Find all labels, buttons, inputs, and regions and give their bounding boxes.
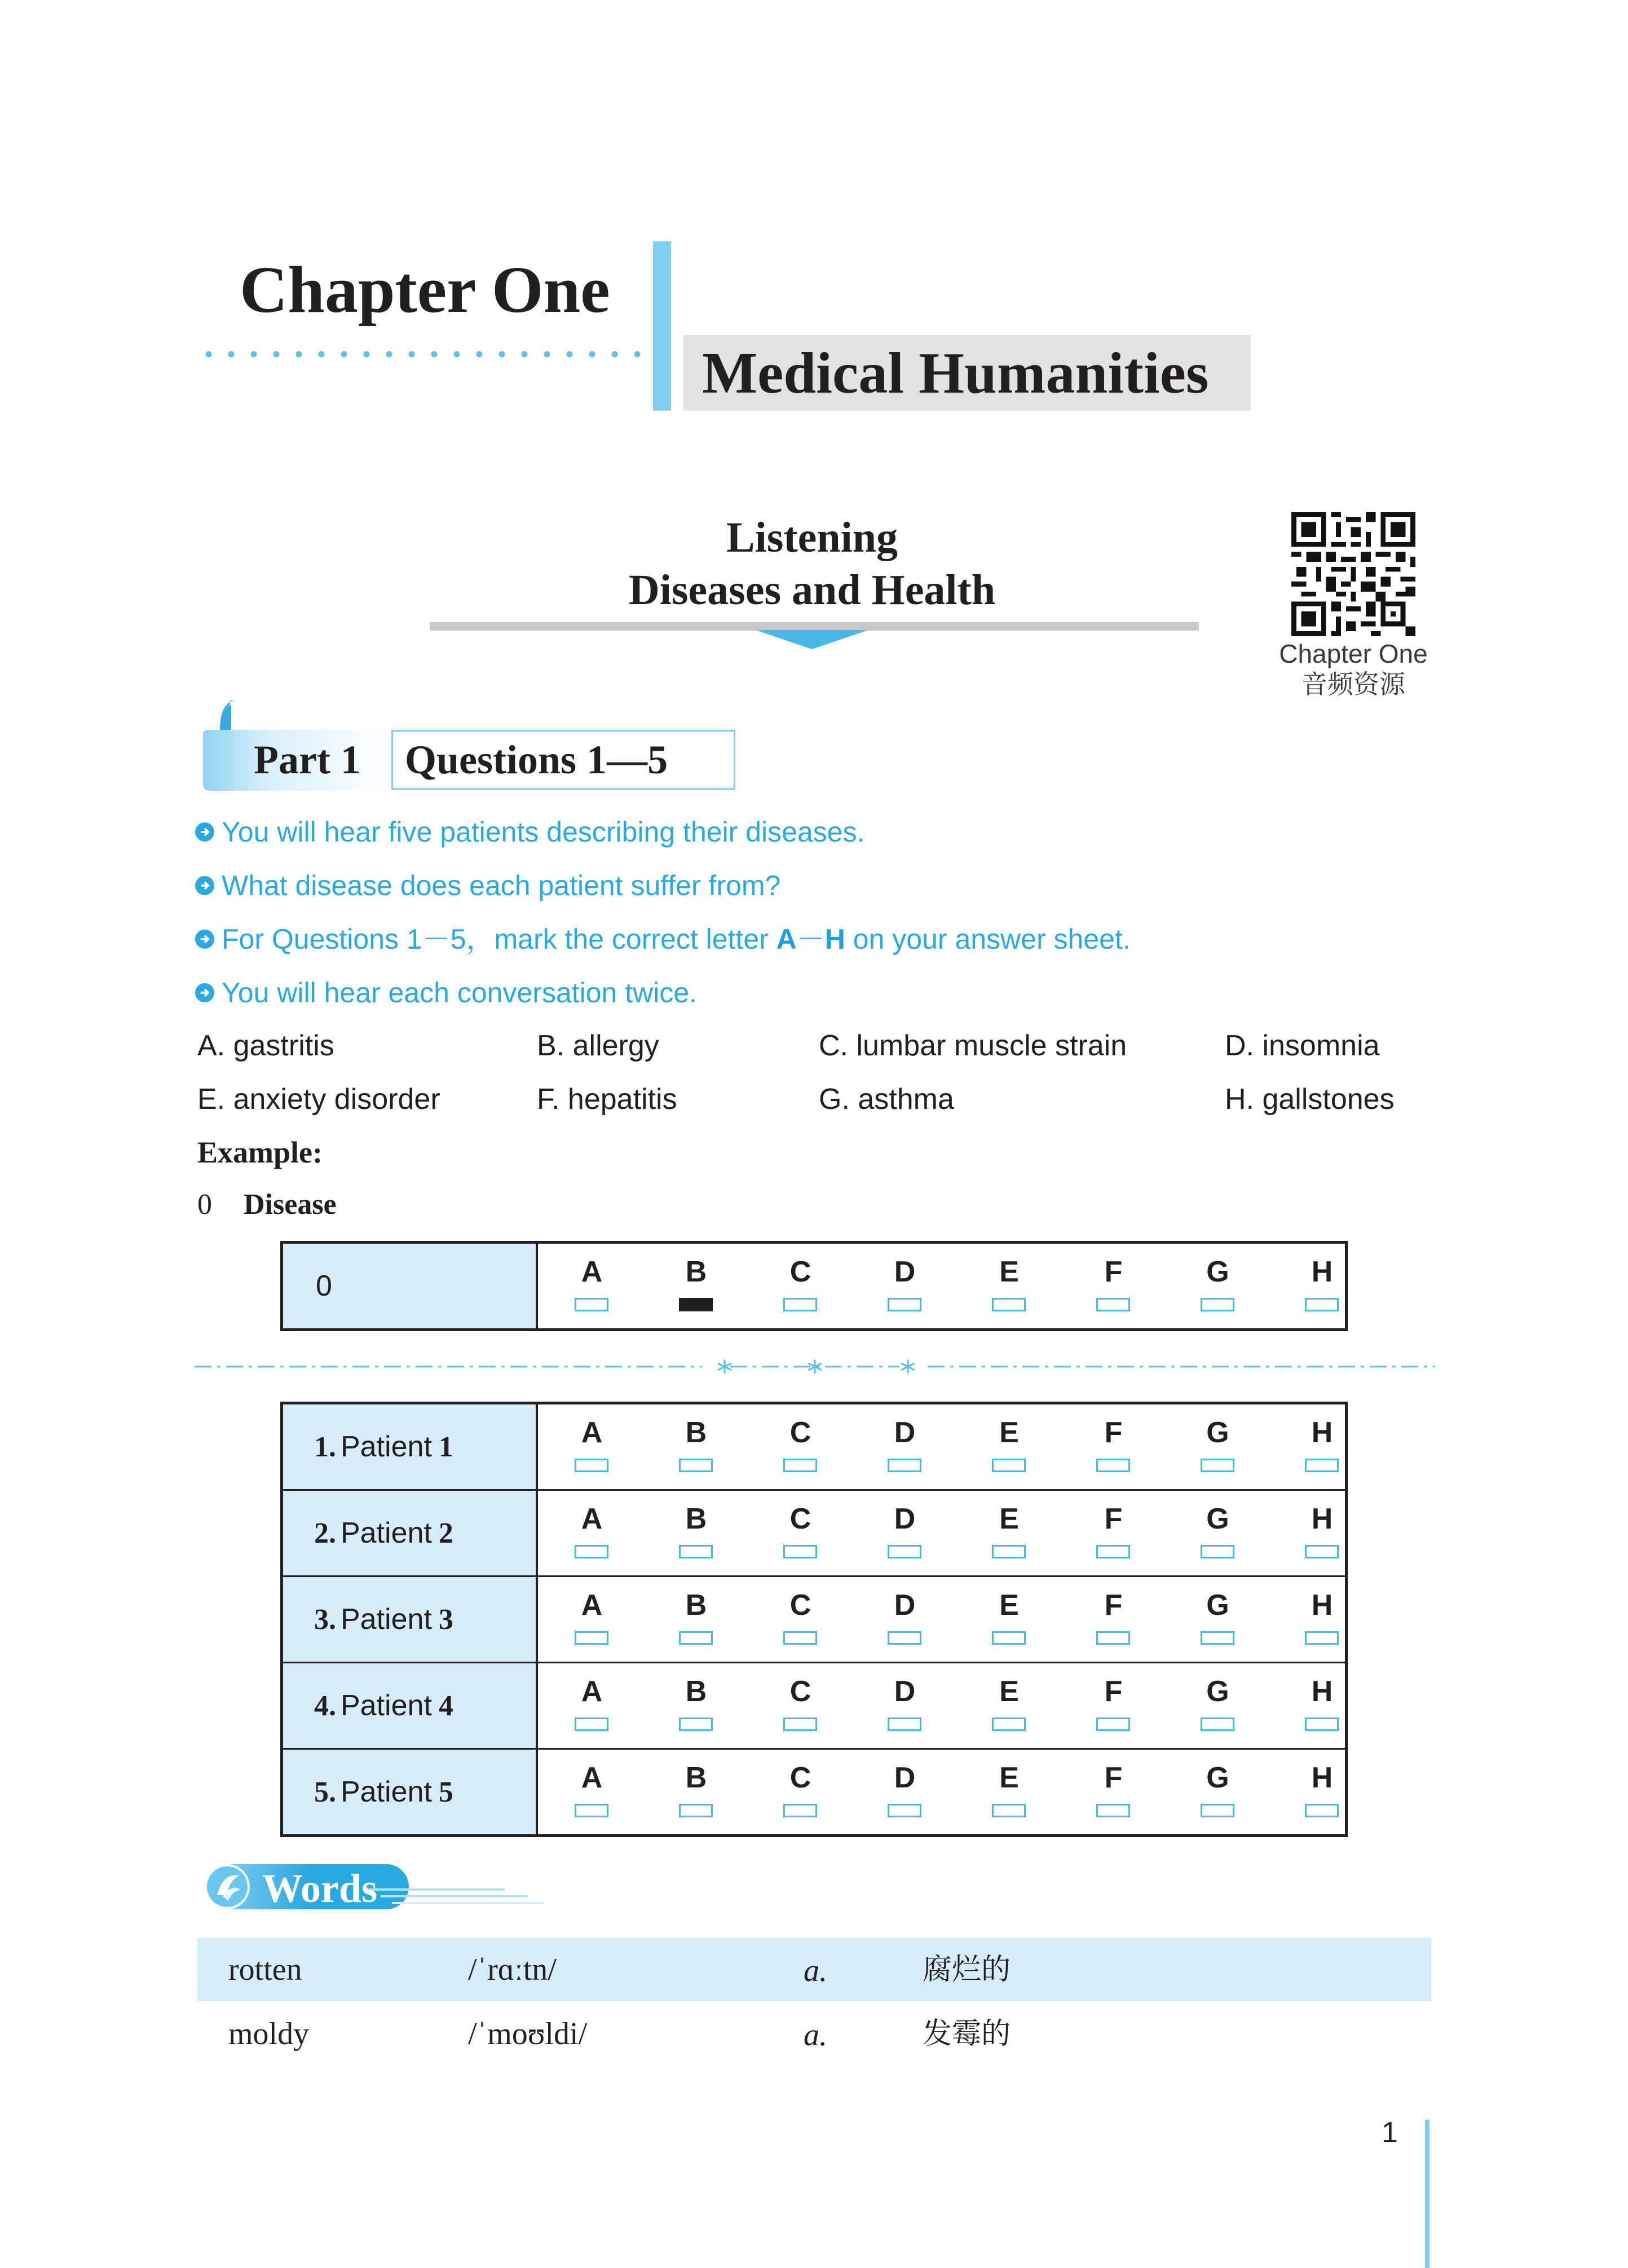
word-meaning: 腐烂的 — [923, 1953, 1011, 1987]
answer-box[interactable] — [1201, 1804, 1234, 1817]
option-h — [1225, 1085, 1395, 1114]
answer-box[interactable] — [1201, 1631, 1234, 1645]
option-letter: D. — [1225, 1029, 1254, 1062]
title-accent-bar — [653, 241, 671, 411]
row-patient-number: 5 — [438, 1776, 453, 1808]
row-text: Patient — [341, 1430, 432, 1463]
letter-a-emphasis: A — [776, 923, 797, 955]
answer-letter: D — [894, 1256, 916, 1288]
answer-box-filled[interactable] — [679, 1298, 713, 1311]
answer-letter: B — [685, 1761, 707, 1794]
answer-box[interactable] — [1201, 1298, 1234, 1311]
answer-letter: G — [1206, 1675, 1229, 1708]
answer-box[interactable] — [679, 1631, 713, 1645]
answer-letter: A — [581, 1675, 603, 1708]
section-subtitle: Diseases and Health — [628, 566, 996, 614]
questions-answer-table — [280, 1402, 1348, 1837]
answer-option-c[interactable] — [748, 1491, 853, 1575]
example-answer-row — [283, 1244, 1345, 1328]
answer-box[interactable] — [783, 1298, 817, 1311]
answer-letter: G — [1206, 1256, 1229, 1288]
answer-letter: H — [1311, 1761, 1333, 1794]
row-label — [283, 1750, 538, 1834]
answer-letter: C — [789, 1256, 811, 1288]
answer-letter: H — [1311, 1416, 1333, 1449]
answer-letter: F — [1104, 1675, 1123, 1708]
answer-option-e[interactable] — [957, 1663, 1061, 1748]
row-number: 5. — [314, 1776, 336, 1808]
answer-letters — [540, 1663, 1345, 1748]
answer-box[interactable] — [1201, 1545, 1234, 1558]
option-letter: C. — [819, 1029, 848, 1062]
option-letter: G. — [819, 1083, 850, 1116]
answer-box[interactable] — [575, 1804, 608, 1817]
answer-letters — [540, 1577, 1345, 1662]
answer-option-d[interactable] — [853, 1750, 957, 1834]
answer-option-g[interactable] — [1166, 1404, 1270, 1489]
answer-option-e[interactable] — [957, 1244, 1061, 1328]
answer-box[interactable] — [1201, 1717, 1234, 1731]
row-text: Patient — [341, 1689, 432, 1722]
row-number: 3. — [314, 1603, 336, 1636]
row-text: Patient — [341, 1603, 432, 1636]
answer-letter: C — [789, 1416, 811, 1449]
answer-box[interactable] — [992, 1459, 1026, 1472]
answer-box[interactable] — [783, 1804, 817, 1817]
answer-option-e[interactable] — [957, 1577, 1061, 1662]
answer-box[interactable] — [1305, 1631, 1339, 1645]
word-ipa: /ˈmoʊldi/ — [468, 2016, 588, 2051]
answer-box[interactable] — [679, 1545, 713, 1558]
answer-row-2 — [283, 1489, 1345, 1575]
option-letter: H. — [1225, 1083, 1254, 1116]
answer-option-b[interactable] — [644, 1577, 748, 1662]
section-title: Listening — [726, 514, 898, 561]
option-e — [197, 1085, 440, 1114]
answer-box[interactable] — [783, 1631, 817, 1645]
option-c — [819, 1031, 1127, 1060]
answer-box[interactable] — [888, 1459, 921, 1472]
answer-letter: H — [1311, 1675, 1333, 1708]
word-pos: a. — [804, 1953, 827, 1988]
answer-letters — [540, 1244, 1345, 1328]
answer-letter: D — [894, 1761, 916, 1794]
answer-option-f[interactable] — [1061, 1491, 1166, 1575]
answer-option-h[interactable] — [1270, 1491, 1374, 1575]
word-ipa: /ˈrɑːtn/ — [468, 1952, 557, 1987]
section-pointer-icon — [756, 630, 868, 649]
example-number: 0 — [197, 1188, 212, 1221]
qr-caption-cn: 音频资源 — [1301, 669, 1405, 699]
answer-box[interactable] — [783, 1717, 817, 1731]
answer-option-b[interactable] — [644, 1491, 748, 1575]
answer-letter: A — [581, 1416, 603, 1449]
answer-option-d[interactable] — [853, 1404, 957, 1489]
page-edge-bar — [1425, 2120, 1430, 2268]
title-dotted-rule — [197, 349, 643, 360]
words-label: Words — [262, 1866, 378, 1911]
answer-option-h[interactable] — [1270, 1663, 1374, 1748]
answer-box[interactable] — [888, 1298, 921, 1311]
answer-letter: E — [999, 1416, 1019, 1449]
answer-letter: G — [1206, 1589, 1229, 1622]
answer-letter: F — [1104, 1589, 1123, 1622]
answer-letter: H — [1311, 1589, 1333, 1622]
chapter-title: Chapter One — [240, 253, 610, 327]
word-term: moldy — [228, 2016, 310, 2051]
answer-option-c[interactable] — [748, 1244, 853, 1328]
option-d — [1225, 1031, 1380, 1060]
answer-option-d[interactable] — [853, 1491, 957, 1575]
answer-letters — [540, 1750, 1345, 1834]
answer-letter: F — [1104, 1503, 1123, 1535]
answer-box[interactable] — [575, 1545, 608, 1558]
answer-box[interactable] — [992, 1804, 1026, 1817]
answer-letter: C — [789, 1589, 811, 1622]
answer-option-b[interactable] — [644, 1663, 748, 1748]
answer-option-f[interactable] — [1061, 1244, 1166, 1328]
answer-option-e[interactable] — [957, 1491, 1061, 1575]
answer-option-g[interactable] — [1166, 1663, 1270, 1748]
answer-box[interactable] — [992, 1717, 1026, 1731]
answer-box[interactable] — [1096, 1631, 1130, 1645]
answer-row-1 — [283, 1404, 1345, 1489]
answer-option-a[interactable] — [540, 1244, 644, 1328]
answer-option-c[interactable] — [748, 1404, 853, 1489]
answer-box[interactable] — [1305, 1298, 1339, 1311]
answer-letter: C — [789, 1503, 811, 1535]
option-text: anxiety disorder — [233, 1083, 440, 1116]
instruction-text: You will hear five patients describing their diseases. — [222, 816, 865, 848]
instruction-text-pre: For Questions 1－5，mark the correct letter — [222, 923, 777, 955]
answer-box[interactable] — [575, 1717, 608, 1731]
answer-option-d[interactable] — [853, 1244, 957, 1328]
letter-h-emphasis: H — [824, 923, 845, 955]
instruction-2 — [195, 871, 780, 900]
row-patient-number: 4 — [438, 1689, 453, 1722]
answer-letter: G — [1206, 1416, 1229, 1449]
option-text: asthma — [858, 1083, 954, 1116]
answer-letter: G — [1206, 1503, 1229, 1535]
row-patient-number: 2 — [438, 1517, 453, 1549]
row-label — [283, 1491, 538, 1575]
row-label — [283, 1663, 538, 1748]
answer-box[interactable] — [679, 1459, 713, 1472]
answer-letter: H — [1311, 1256, 1333, 1288]
answer-row-4 — [283, 1662, 1345, 1748]
example-label: Example: — [197, 1135, 323, 1169]
range-dash: － — [796, 923, 825, 955]
answer-letter: D — [894, 1503, 916, 1535]
answer-box[interactable] — [992, 1545, 1026, 1558]
answer-box[interactable] — [1305, 1717, 1339, 1731]
answer-box[interactable] — [575, 1631, 608, 1645]
option-text: allergy — [572, 1029, 659, 1062]
example-answer-table — [280, 1241, 1348, 1331]
example-item: Disease — [244, 1188, 337, 1221]
part-label: Part 1 — [254, 737, 361, 782]
answer-option-f[interactable] — [1061, 1663, 1166, 1748]
arrow-bullet-icon — [195, 929, 215, 949]
answer-option-e[interactable] — [957, 1404, 1061, 1489]
answer-box[interactable] — [1305, 1545, 1339, 1558]
row-text: Patient — [341, 1776, 432, 1808]
option-letter: F. — [537, 1083, 560, 1116]
answer-option-a[interactable] — [540, 1404, 644, 1489]
answer-box[interactable] — [1096, 1459, 1130, 1472]
answer-box[interactable] — [1305, 1459, 1339, 1472]
answer-letters — [540, 1404, 1345, 1489]
answer-option-h[interactable] — [1270, 1244, 1374, 1328]
answer-letter: B — [685, 1503, 707, 1535]
answer-option-f[interactable] — [1061, 1577, 1166, 1662]
instruction-text-post: on your answer sheet. — [845, 923, 1131, 955]
qr-code-icon[interactable] — [1291, 512, 1415, 636]
answer-letter: D — [894, 1675, 916, 1708]
answer-option-a[interactable] — [540, 1663, 644, 1748]
instruction-3 — [195, 925, 1131, 953]
section-underline — [430, 622, 1199, 631]
answer-option-b[interactable] — [644, 1750, 748, 1834]
answer-letter: E — [999, 1761, 1019, 1794]
option-a — [197, 1031, 334, 1060]
answer-option-d[interactable] — [853, 1577, 957, 1662]
instruction-text: What disease does each patient suffer from? — [222, 870, 781, 901]
answer-box[interactable] — [679, 1717, 713, 1731]
option-f — [537, 1085, 677, 1114]
word-pos: a. — [804, 2018, 827, 2053]
answer-box[interactable] — [888, 1545, 921, 1558]
answer-letter: D — [894, 1589, 916, 1622]
word-term: rotten — [228, 1952, 302, 1987]
answer-option-h[interactable] — [1270, 1577, 1374, 1662]
answer-option-h[interactable] — [1270, 1750, 1374, 1834]
qr-caption-en: Chapter One — [1279, 639, 1428, 668]
questions-label: Questions 1—5 — [405, 737, 668, 782]
answer-option-g[interactable] — [1166, 1750, 1270, 1834]
answer-row-3 — [283, 1575, 1345, 1662]
row-number: 4. — [314, 1689, 336, 1722]
answer-letter: A — [581, 1589, 603, 1622]
answer-box[interactable] — [679, 1804, 713, 1817]
answer-option-h[interactable] — [1270, 1404, 1374, 1489]
instruction-text — [222, 925, 1131, 953]
chapter-subtitle: Medical Humanities — [702, 341, 1209, 406]
answer-box[interactable] — [1096, 1717, 1130, 1731]
answer-row-5 — [283, 1748, 1345, 1834]
answer-letter: E — [999, 1675, 1019, 1708]
answer-letter: B — [685, 1589, 707, 1622]
answer-box[interactable] — [888, 1717, 921, 1731]
row-label — [283, 1404, 538, 1489]
option-text: gastritis — [233, 1029, 334, 1062]
answer-box[interactable] — [888, 1804, 921, 1817]
option-text: hepatitis — [567, 1083, 677, 1116]
option-g — [819, 1085, 954, 1114]
answer-box[interactable] — [575, 1298, 608, 1311]
answer-option-b[interactable] — [644, 1244, 748, 1328]
answer-letter: F — [1104, 1761, 1123, 1794]
answer-option-f[interactable] — [1061, 1750, 1166, 1834]
answer-box[interactable] — [1096, 1804, 1130, 1817]
answer-box[interactable] — [783, 1545, 817, 1558]
answer-box[interactable] — [1201, 1459, 1234, 1472]
answer-letter: E — [999, 1503, 1019, 1535]
answer-option-c[interactable] — [748, 1663, 853, 1748]
answer-letter: F — [1104, 1416, 1123, 1449]
answer-option-g[interactable] — [1166, 1577, 1270, 1662]
row-number: 1. — [314, 1430, 336, 1463]
answer-box[interactable] — [1096, 1545, 1130, 1558]
answer-box[interactable] — [992, 1631, 1026, 1645]
page-number: 1 — [1382, 2116, 1398, 2149]
answer-option-a[interactable] — [540, 1491, 644, 1575]
answer-option-c[interactable] — [748, 1750, 853, 1834]
answer-letter: C — [789, 1761, 811, 1794]
arrow-bullet-icon — [195, 983, 215, 1003]
answer-option-a[interactable] — [540, 1577, 644, 1662]
answer-option-g[interactable] — [1166, 1491, 1270, 1575]
answer-box[interactable] — [1096, 1298, 1130, 1311]
option-b — [537, 1031, 659, 1060]
arrow-bullet-icon — [195, 875, 215, 896]
answer-option-d[interactable] — [853, 1663, 957, 1748]
row-number: 2. — [314, 1517, 336, 1549]
answer-letter: A — [581, 1256, 603, 1288]
answer-letter: A — [581, 1761, 603, 1794]
answer-letter: D — [894, 1416, 916, 1449]
answer-letter: A — [581, 1503, 603, 1535]
option-letter: A. — [197, 1029, 226, 1062]
word-meaning: 发霉的 — [923, 2017, 1011, 2051]
row-patient-number: 3 — [438, 1603, 453, 1636]
answer-box[interactable] — [888, 1631, 921, 1645]
answer-letter: E — [999, 1256, 1019, 1288]
instruction-text: You will hear each conversation twice. — [222, 977, 698, 1009]
answer-letter: F — [1104, 1256, 1123, 1288]
answer-letter: H — [1311, 1503, 1333, 1535]
answer-letter: G — [1206, 1761, 1229, 1794]
row-patient-number: 1 — [438, 1430, 453, 1463]
example-row-label: 0 — [283, 1244, 538, 1328]
option-letter: E. — [197, 1083, 226, 1116]
option-text: gallstones — [1262, 1083, 1395, 1116]
answer-option-g[interactable] — [1166, 1244, 1270, 1328]
row-label — [283, 1577, 538, 1662]
option-text: insomnia — [1262, 1029, 1380, 1062]
answer-option-a[interactable] — [540, 1750, 644, 1834]
answer-box[interactable] — [575, 1459, 608, 1472]
option-letter: B. — [537, 1029, 565, 1062]
answer-letter: C — [789, 1675, 811, 1708]
answer-box[interactable] — [1305, 1804, 1339, 1817]
row-text: Patient — [341, 1517, 432, 1549]
answer-letter: E — [999, 1589, 1019, 1622]
answer-letters — [540, 1491, 1345, 1575]
answer-option-c[interactable] — [748, 1577, 853, 1662]
answer-option-b[interactable] — [644, 1404, 748, 1489]
section-divider — [195, 1358, 1435, 1375]
answer-box[interactable] — [783, 1459, 817, 1472]
instruction-1 — [195, 818, 864, 846]
arrow-bullet-icon — [195, 822, 215, 842]
answer-option-e[interactable] — [957, 1750, 1061, 1834]
answer-letter: B — [685, 1675, 707, 1708]
answer-box[interactable] — [992, 1298, 1026, 1311]
answer-letter: B — [685, 1416, 707, 1449]
instruction-4 — [195, 979, 697, 1007]
option-text: lumbar muscle strain — [856, 1029, 1127, 1062]
answer-letter: B — [685, 1256, 707, 1288]
answer-option-f[interactable] — [1061, 1404, 1166, 1489]
